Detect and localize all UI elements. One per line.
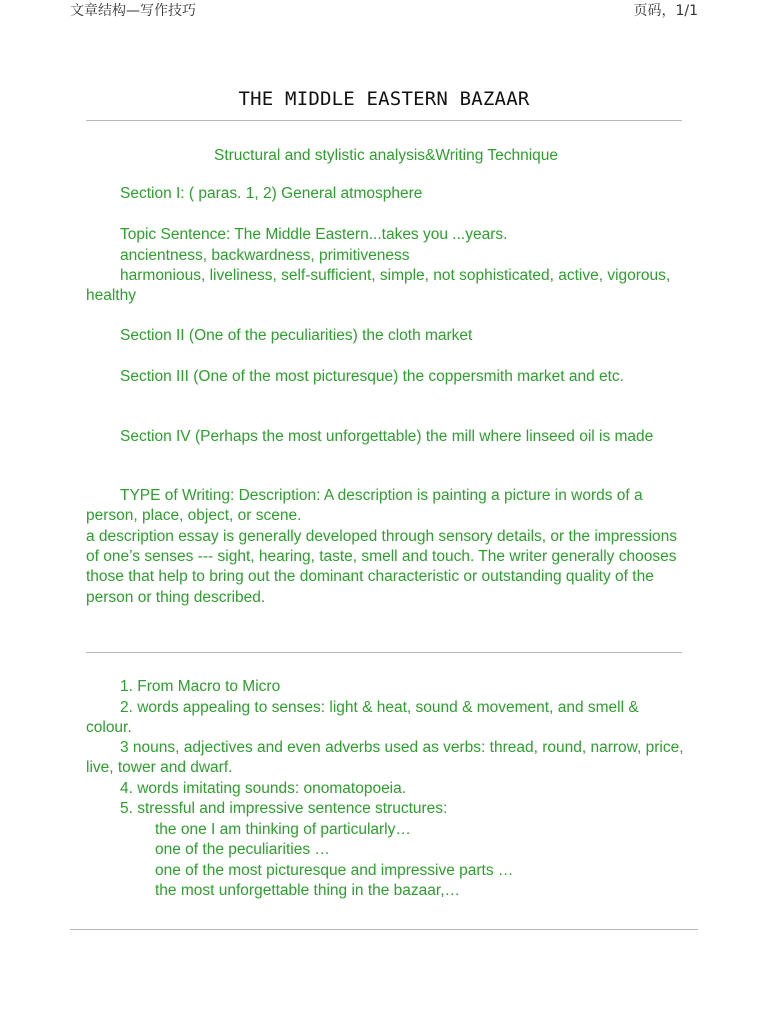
structure-example-3: one of the most picturesque and impressive parts … xyxy=(155,861,514,879)
structure-example-2: one of the peculiarities … xyxy=(155,841,330,858)
section-4-line: Section IV (Perhaps the most unforgettable) the mill where linseed oil is made xyxy=(120,427,654,445)
technique-item-3: 3 nouns, adjectives and even adverbs used as verbs: thread, round, narrow, price, live, tower and dwarf. xyxy=(86,739,684,777)
title-divider xyxy=(86,120,682,121)
topic-sentence: Topic Sentence: The Middle Eastern...takes you ...years. xyxy=(120,226,508,243)
section-2-line: Section II (One of the peculiarities) the cloth market xyxy=(120,327,473,344)
page-number: 页码，1/1 xyxy=(633,3,698,19)
description-paragraph: a description essay is generally developed through sensory details, or the impressions of one’s senses --- sight, hearing, taste, smell and touch. The writer generally chooses those that help to bring out the dominant characteristic or outstanding quality of the person or thing described. xyxy=(86,527,678,606)
topic-keywords-1: ancientness, backwardness, primitiveness xyxy=(120,246,410,264)
footer-divider xyxy=(70,929,698,930)
type-of-writing: TYPE of Writing: Description: A description is painting a picture in words of a person, place, object, or scene. xyxy=(86,487,643,525)
technique-item-1: 1. From Macro to Micro xyxy=(120,678,281,695)
technique-item-2: 2. words appealing to senses: light & heat, sound & movement, and smell & colour. xyxy=(86,698,639,736)
technique-item-4: 4. words imitating sounds: onomatopoeia. xyxy=(120,779,407,797)
section-1-line: Section I: ( paras. 1, 2) General atmosphere xyxy=(120,185,423,202)
section-divider xyxy=(86,652,682,653)
page-header-left: 文章结构—写作技巧 xyxy=(70,3,196,19)
analysis-heading: Structural and stylistic analysis&Writing Technique xyxy=(213,147,559,164)
structure-example-4: the most unforgettable thing in the bazaar,… xyxy=(155,882,461,899)
structure-example-1: the one I am thinking of particularly… xyxy=(155,820,411,838)
section-3-line: Section III (One of the most picturesque) the coppersmith market and etc. xyxy=(120,367,624,385)
technique-item-5: 5. stressful and impressive sentence structures: xyxy=(120,800,448,817)
document-title: THE MIDDLE EASTERN BAZAAR xyxy=(238,88,530,110)
topic-keywords-2: harmonious, liveliness, self-sufficient, simple, not sophisticated, active, vigorous, healthy xyxy=(86,267,671,305)
